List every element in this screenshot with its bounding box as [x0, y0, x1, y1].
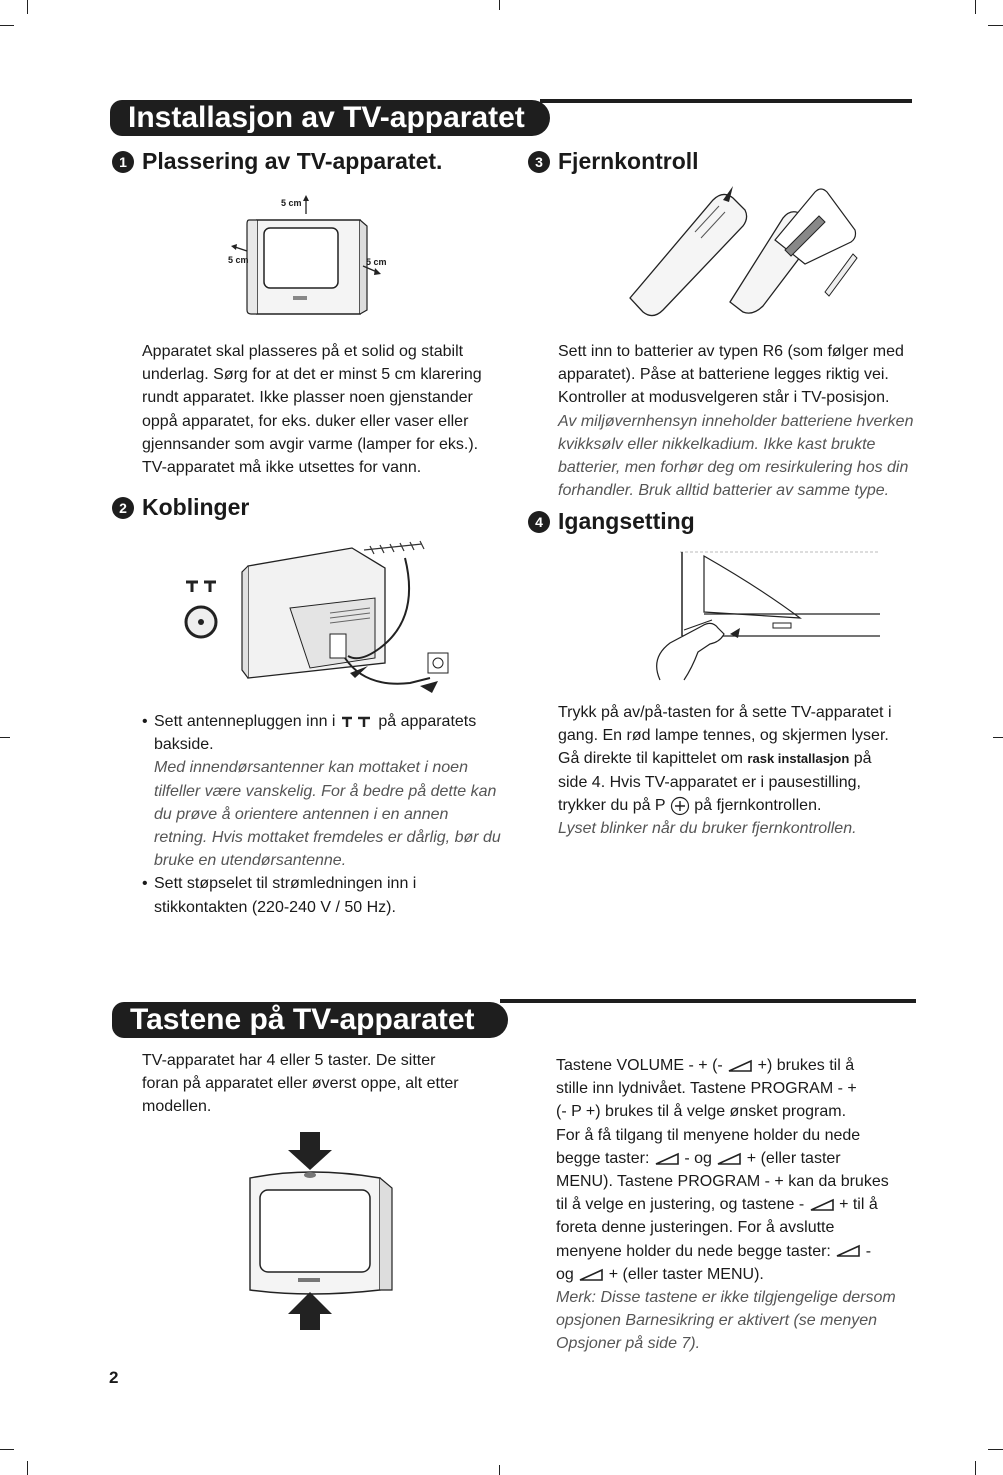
text-span: på apparatets: [378, 713, 477, 730]
antenna-note: [142, 756, 501, 872]
section-rule: [540, 99, 912, 103]
text-line: underlag. Sørg for at det er minst 5 cm klarering: [142, 366, 482, 384]
text-span: - og: [684, 1149, 712, 1167]
clearance-label-left: 5 cm: [228, 255, 249, 265]
text-span: +) brukes til å: [757, 1057, 855, 1074]
section-rule: [500, 999, 916, 1003]
text-line: kvikksølv eller nikkelkadium. Ikke kast brukte: [558, 435, 876, 453]
crop-mark: [499, 1465, 500, 1475]
volume-icon: [578, 1268, 604, 1282]
text-line: oppå apparatet, for eks. duker eller vaser eller: [142, 412, 469, 430]
section-banner-keys: Tastene på TV-apparatet: [112, 1002, 508, 1038]
crop-mark: [988, 25, 1003, 26]
text-line: MENU). Tastene PROGRAM - + kan da brukes: [556, 1173, 889, 1191]
heading-text: Plassering av TV-apparatet.: [142, 148, 443, 174]
text-line: [556, 1054, 896, 1077]
section-banner-installation: Installasjon av TV-apparatet: [110, 100, 550, 136]
text-line: [556, 1193, 896, 1216]
remote-text: [558, 340, 913, 502]
crop-mark: [0, 1449, 14, 1450]
text-line: rundt apparatet. Ikke plasser noen gjenstander: [142, 389, 473, 407]
page-number: 2: [109, 1368, 119, 1387]
text-line: batterier, men forhør deg om resirkulering hos din: [558, 459, 909, 477]
remote-battery-diagram: [625, 180, 870, 320]
text-line: modellen.: [142, 1098, 212, 1116]
text-line: gjennsander som avgir varme (lamper for eks.).: [142, 435, 479, 453]
text-line: Apparatet skal plasseres på et solid og stabilt: [142, 343, 464, 360]
crop-mark: [0, 737, 10, 738]
text-line: tilfeller være vanskelig. For å bedre på dette kan: [154, 782, 497, 800]
heading-text: Igangsetting: [558, 508, 695, 534]
step-number: 4: [528, 511, 550, 533]
bullet-antenna: [142, 710, 501, 733]
text-line: bakside.: [154, 736, 214, 754]
text-span: -: [865, 1242, 872, 1260]
step-number: 1: [112, 151, 134, 173]
clearance-label-right: 5 cm: [366, 257, 387, 267]
text-line: Med innendørsantenner kan mottaket i noen: [154, 759, 468, 777]
text-line: [558, 747, 892, 770]
clearance-label-top: 5 cm: [281, 198, 302, 208]
keys-intro-text: [142, 1049, 459, 1119]
antenna-symbol-icon: [340, 715, 374, 729]
heading-text: Koblinger: [142, 494, 250, 520]
keys-detail-text: [556, 1054, 896, 1356]
text-span: + (eller taster MENU).: [608, 1265, 764, 1283]
crop-mark: [27, 0, 28, 14]
text-line: For å få tilgang til menyene holder du nede: [556, 1126, 861, 1144]
text-line: Opsjoner på side 7).: [556, 1335, 701, 1353]
text-span: + til å: [839, 1196, 878, 1214]
volume-icon: [809, 1198, 835, 1212]
text-span: menyene holder du nede begge taster:: [556, 1242, 831, 1260]
text-line: retning. Hvis mottaket fremdeles er dårlig, bør du: [154, 829, 501, 847]
text-line: forhandler. Bruk alltid batterier av samme type.: [558, 482, 890, 500]
text-span: og: [556, 1265, 574, 1283]
heading-connections: [112, 494, 249, 521]
crop-mark: [0, 25, 14, 26]
text-line: side 4. Hvis TV-apparatet er i pausestilling,: [558, 773, 861, 791]
connections-diagram: [180, 538, 455, 698]
text-span: trykker du på P: [558, 796, 666, 814]
crop-mark: [499, 0, 500, 10]
text-line: opsjonen Barnesikring er aktivert (se menyen: [556, 1312, 878, 1330]
text-line: (- P +) brukes til å velge ønsket program.: [556, 1103, 847, 1121]
heading-remote: [528, 148, 699, 175]
text-line: [556, 1240, 896, 1263]
text-span: Tastene VOLUME - + (-: [556, 1057, 723, 1074]
text-line: apparatet). Påse at batteriene legges riktig vei.: [558, 366, 889, 384]
text-line: stikkontakten (220-240 V / 50 Hz).: [154, 898, 396, 916]
bullet-power: • Sett støpselet til strømledningen inn i: [142, 872, 501, 895]
text-line: TV-apparatet har 4 eller 5 taster. De sitter: [142, 1052, 436, 1069]
text-line: bruke en utendørsantenne.: [154, 852, 347, 870]
power-button-diagram: [640, 548, 885, 688]
placement-text: [142, 340, 482, 479]
tv-keys-diagram: [240, 1130, 400, 1335]
text-span: Sett antennepluggen inn i: [154, 713, 336, 730]
volume-icon: [716, 1152, 742, 1166]
text-line: [558, 794, 892, 817]
heading-text: Fjernkontroll: [558, 148, 699, 174]
volume-icon: [727, 1059, 753, 1073]
text-span: begge taster:: [556, 1149, 650, 1167]
volume-icon: [835, 1244, 861, 1258]
text-line: foreta denne justeringen. For å avslutte: [556, 1219, 835, 1237]
heading-placement: [112, 148, 442, 175]
connections-bullets: [142, 710, 501, 919]
plus-circle-icon: [670, 796, 690, 816]
step-number: 3: [528, 151, 550, 173]
text-line: Lyset blinker når du bruker fjernkontrollen.: [558, 820, 857, 838]
text-line: Av miljøvernhensyn inneholder batteriene hverken: [558, 412, 914, 430]
text-span: på fjernkontrollen.: [694, 796, 822, 814]
text-line: [556, 1147, 896, 1170]
volume-icon: [654, 1152, 680, 1166]
text-line: [556, 1263, 896, 1286]
text-line: Trykk på av/på-tasten for å sette TV-apparatet i: [558, 704, 892, 721]
crop-mark: [975, 1461, 976, 1475]
heading-startup: [528, 508, 695, 535]
crop-mark: [27, 1461, 28, 1475]
text-line: gang. En rød lampe tennes, og skjermen lyser.: [558, 727, 889, 745]
text-line: du prøve å orientere antennen i en annen: [154, 805, 449, 823]
text-line: TV-apparatet må ikke utsettes for vann.: [142, 459, 422, 477]
text-span: på: [853, 750, 872, 768]
text-span: til å velge en justering, og tastene -: [556, 1196, 805, 1214]
startup-text: [558, 701, 892, 840]
crop-mark: [975, 0, 976, 14]
quick-install-ref: rask installasjon: [747, 751, 850, 767]
text-line: Kontroller at modusvelgeren står i TV-posisjon.: [558, 389, 890, 407]
text-span: Gå direkte til kapittelet om: [558, 750, 743, 768]
text-line: Merk: Disse tastene er ikke tilgjengelige dersom: [556, 1289, 896, 1307]
crop-mark: [988, 1449, 1003, 1450]
text-line: foran på apparatet eller øverst oppe, alt etter: [142, 1075, 459, 1093]
text-line: Sett inn to batterier av typen R6 (som følger med: [558, 343, 904, 360]
crop-mark: [993, 737, 1003, 738]
step-number: 2: [112, 497, 134, 519]
text-span: + (eller taster: [746, 1149, 841, 1167]
text-line: stille inn lydnivået. Tastene PROGRAM - +: [556, 1080, 857, 1098]
